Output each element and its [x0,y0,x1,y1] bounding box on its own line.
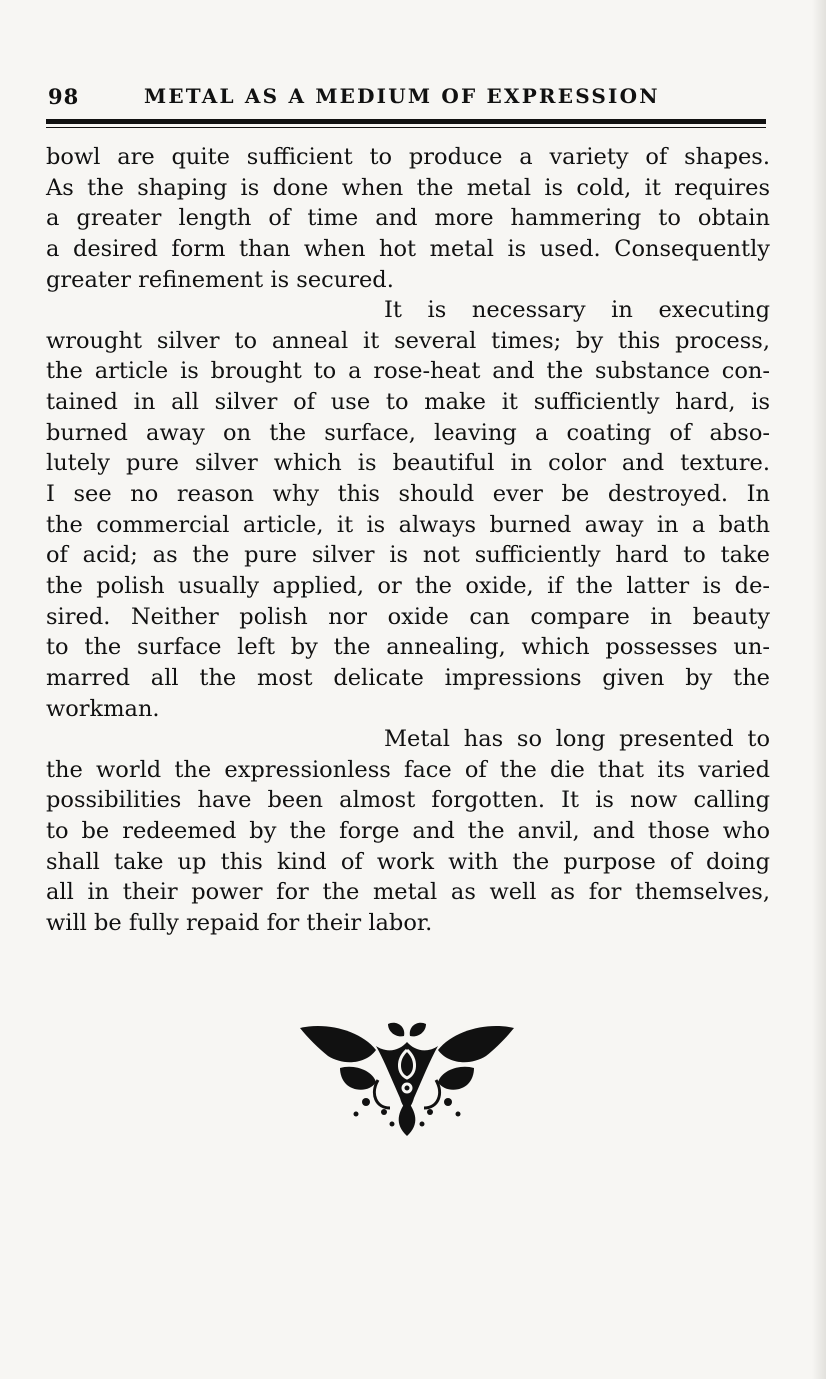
text-line: a greater length of time and more hammering to obtain [46,205,770,232]
text-line: I see no reason why this should ever be destroyed. In [46,481,770,508]
text-line: Metal has so long presented to [384,726,770,753]
text-line: wrought silver to anneal it several times; by this process, [46,327,770,354]
text-line: of acid; as the pure silver is not sufficiently hard to take [46,542,770,569]
floral-tailpiece-icon [296,1020,518,1138]
page-header [48,84,768,114]
text-line: As the shaping is done when the metal is cold, it requires [46,174,770,201]
text-line: all in their power for the metal as well as for themselves, [46,879,770,906]
text-line: marred all the most delicate impressions given by the [46,664,770,691]
page-edge-shadow [812,0,826,1379]
header-rule-thin [46,127,766,128]
text-line: the world the expressionless face of the die that its varied [46,756,770,783]
text-line: lutely pure silver which is beautiful in color and texture. [46,450,770,477]
text-line: tained in all silver of use to make it sufficiently hard, is [46,389,770,416]
running-head: METAL AS A MEDIUM OF EXPRESSION [144,84,660,108]
text-line: to be redeemed by the forge and the anvil, and those who [46,818,770,845]
text-line: a desired form than when hot metal is used. Consequently [46,235,770,262]
header-rule-thick [46,119,766,124]
text-line: the commercial article, it is always burned away in a bath [46,511,770,538]
text-line: bowl are quite sufficient to produce a variety of shapes. [46,144,770,170]
text-line: the polish usually applied, or the oxide, if the latter is de- [46,572,770,599]
page-number: 98 [48,84,80,109]
body-text [46,142,770,939]
text-line: sired. Neither polish nor oxide can compare in beauty [46,603,770,630]
text-line: to the surface left by the annealing, which possesses un- [46,634,770,661]
text-line: greater refinement is secured. [46,266,394,293]
text-line: It is necessary in executing [384,297,770,324]
text-line: burned away on the surface, leaving a coating of abso- [46,419,770,446]
text-line: the article is brought to a rose-heat and the substance con- [46,358,770,385]
text-line: workman. [46,695,160,722]
text-line: will be fully repaid for their labor. [46,910,433,937]
text-line: shall take up this kind of work with the purpose of doing [46,848,770,875]
text-line: possibilities have been almost forgotten. It is now calling [46,787,770,814]
